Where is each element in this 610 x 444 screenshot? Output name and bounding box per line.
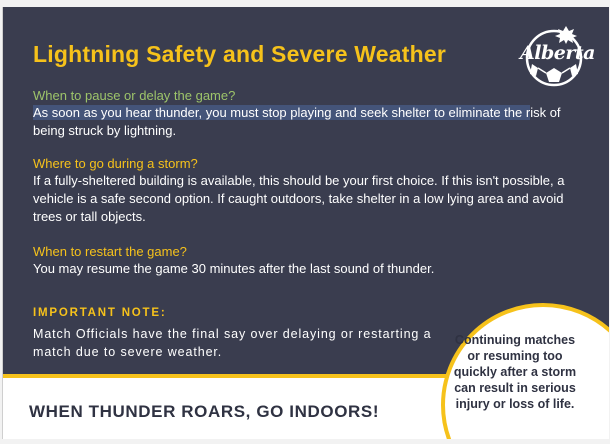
section-question: When to restart the game? (33, 244, 187, 259)
answer-rest: isk of being struck by lightning. (33, 105, 561, 138)
note-body: Match Officials have the final say over delaying or restarting a match due to severe weather. (33, 327, 432, 359)
callout-text: Continuing matches or resuming too quickly after a storm can result in serious injury or loss of life. (453, 333, 577, 411)
section-shelter (33, 155, 573, 226)
section-answer: You may resume the game 30 minutes after the last sound of thunder. (33, 261, 435, 276)
lightning-safety-card (2, 7, 609, 439)
section-pause (33, 87, 573, 140)
footer-slogan: WHEN THUNDER ROARS, GO INDOORS! (29, 402, 380, 421)
page-title: Lightning Safety and Severe Weather (33, 41, 447, 67)
section-question: Where to go during a storm? (33, 156, 198, 171)
note-heading: IMPORTANT NOTE: (33, 307, 167, 319)
highlighted-text: As soon as you hear thunder, you must stop playing and seek shelter to eliminate the r (33, 105, 531, 120)
logo-text: Alberta (520, 42, 595, 64)
section-answer (33, 104, 573, 140)
section-question: When to pause or delay the game? (33, 88, 236, 103)
section-restart (33, 243, 573, 278)
section-answer: If a fully-sheltered building is available, this should be your first choice. If this isn't possible, a vehicle is a safe second option. If caught outdoors, take shelter in a low lying area and avoid trees or tall objects. (33, 173, 565, 224)
alberta-soccer-logo (516, 22, 595, 88)
